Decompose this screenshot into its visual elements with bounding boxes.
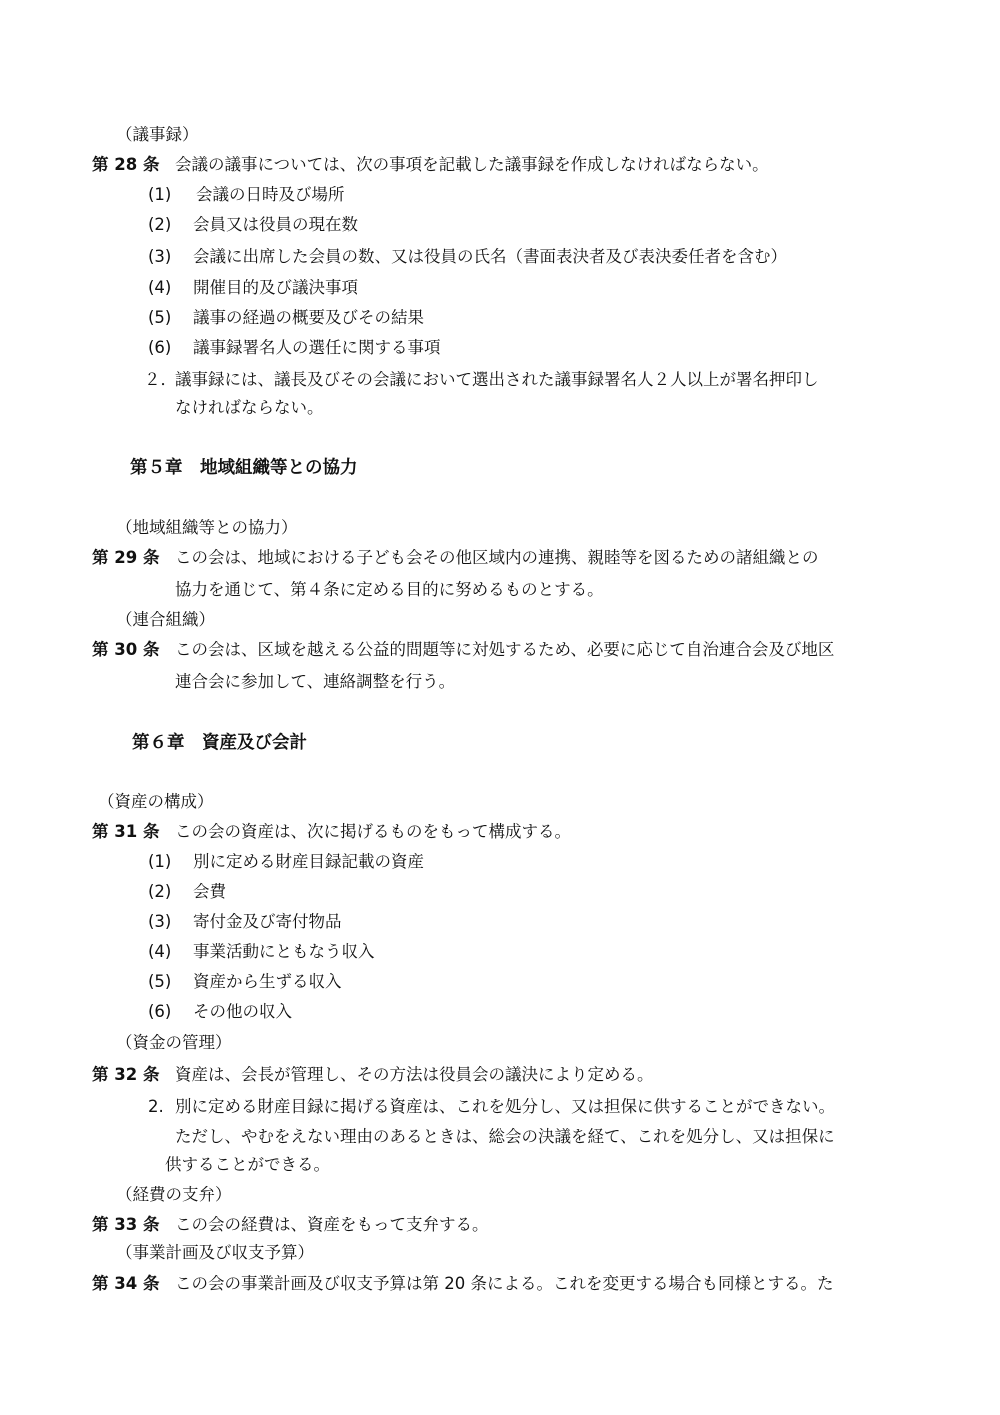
list-item: 議事録署名人の選任に関する事項 (193, 338, 441, 357)
article-caption: （資産の構成） (98, 792, 214, 811)
list-item-number: (2) (148, 215, 172, 234)
list-item: 会議の日時及び場所 (196, 185, 345, 204)
article-caption: （資金の管理） (116, 1033, 232, 1052)
article-number: 第 29 条 (92, 548, 160, 567)
article-caption: （議事録） (116, 125, 199, 144)
list-item-number: (4) (148, 278, 172, 297)
list-item-number: (2) (148, 882, 172, 901)
list-item: 事業活動にともなう収入 (193, 942, 375, 961)
list-item-number: (6) (148, 1002, 172, 1021)
list-item: 別に定める財産目録記載の資産 (193, 852, 424, 871)
list-item: 寄付金及び寄付物品 (193, 912, 342, 931)
list-item: 会員又は役員の現在数 (193, 215, 358, 234)
list-item: 資産から生ずる収入 (193, 972, 342, 991)
article-number: 第 34 条 (92, 1274, 160, 1293)
article-caption: （連合組織） (116, 610, 215, 629)
article-number: 第 30 条 (92, 640, 160, 659)
article-text: この会の資産は、次に掲げるものをもって構成する。 (175, 822, 571, 841)
paragraph-text: ただし、やむをえない理由のあるときは、総会の決議を経て、これを処分し、又は担保に (175, 1127, 835, 1146)
article-caption: （地域組織等との協力） (116, 518, 298, 537)
list-item-number: (3) (148, 912, 172, 931)
article-number: 第 32 条 (92, 1065, 160, 1084)
list-item-number: (5) (148, 972, 172, 991)
paragraph-text: 議事録には、議長及びその会議において選出された議事録署名人２人以上が署名押印し (175, 370, 819, 389)
article-text: この会は、区域を越える公益的問題等に対処するため、必要に応じて自治連合会及び地区 (175, 640, 835, 659)
article-text: 協力を通じて、第４条に定める目的に努めるものとする。 (175, 580, 604, 599)
list-item-number: (4) (148, 942, 172, 961)
list-item-number: (3) (148, 247, 172, 266)
list-item-number: (1) (148, 852, 172, 871)
article-text: 資産は、会長が管理し、その方法は役員会の議決により定める。 (175, 1065, 654, 1084)
paragraph-number: ２． (144, 370, 177, 389)
article-caption: （経費の支弁） (116, 1185, 232, 1204)
list-item: その他の収入 (193, 1002, 292, 1021)
article-number: 第 28 条 (92, 155, 160, 174)
paragraph-text: なければならない。 (175, 398, 324, 417)
list-item: 会費 (193, 882, 226, 901)
paragraph-number: 2. (148, 1097, 164, 1116)
list-item-number: (5) (148, 308, 172, 327)
article-number: 第 33 条 (92, 1215, 160, 1234)
chapter-heading: 第５章 地域組織等との協力 (130, 458, 358, 478)
paragraph-text: 別に定める財産目録に掲げる資産は、これを処分し、又は担保に供することができない。 (175, 1097, 835, 1116)
article-number: 第 31 条 (92, 822, 160, 841)
article-caption: （事業計画及び収支予算） (116, 1243, 314, 1262)
article-text: この会は、地域における子ども会その他区域内の連携、親睦等を図るための諸組織との (175, 548, 819, 567)
list-item: 会議に出席した会員の数、又は役員の氏名（書面表決者及び表決委任者を含む） (193, 247, 787, 266)
article-text: 連合会に参加して、連絡調整を行う。 (175, 672, 456, 691)
article-text: この会の経費は、資産をもって支弁する。 (175, 1215, 489, 1234)
chapter-heading: 第６章 資産及び会計 (132, 733, 307, 753)
list-item: 議事の経過の概要及びその結果 (193, 308, 424, 327)
paragraph-text: 供することができる。 (165, 1155, 330, 1174)
list-item: 開催目的及び議決事項 (193, 278, 358, 297)
article-text: 会議の議事については、次の事項を記載した議事録を作成しなければならない。 (175, 155, 769, 174)
article-text: この会の事業計画及び収支予算は第 20 条による。これを変更する場合も同様とする。た (175, 1274, 834, 1293)
list-item-number: (6) (148, 338, 172, 357)
list-item-number: (1) (148, 185, 172, 204)
